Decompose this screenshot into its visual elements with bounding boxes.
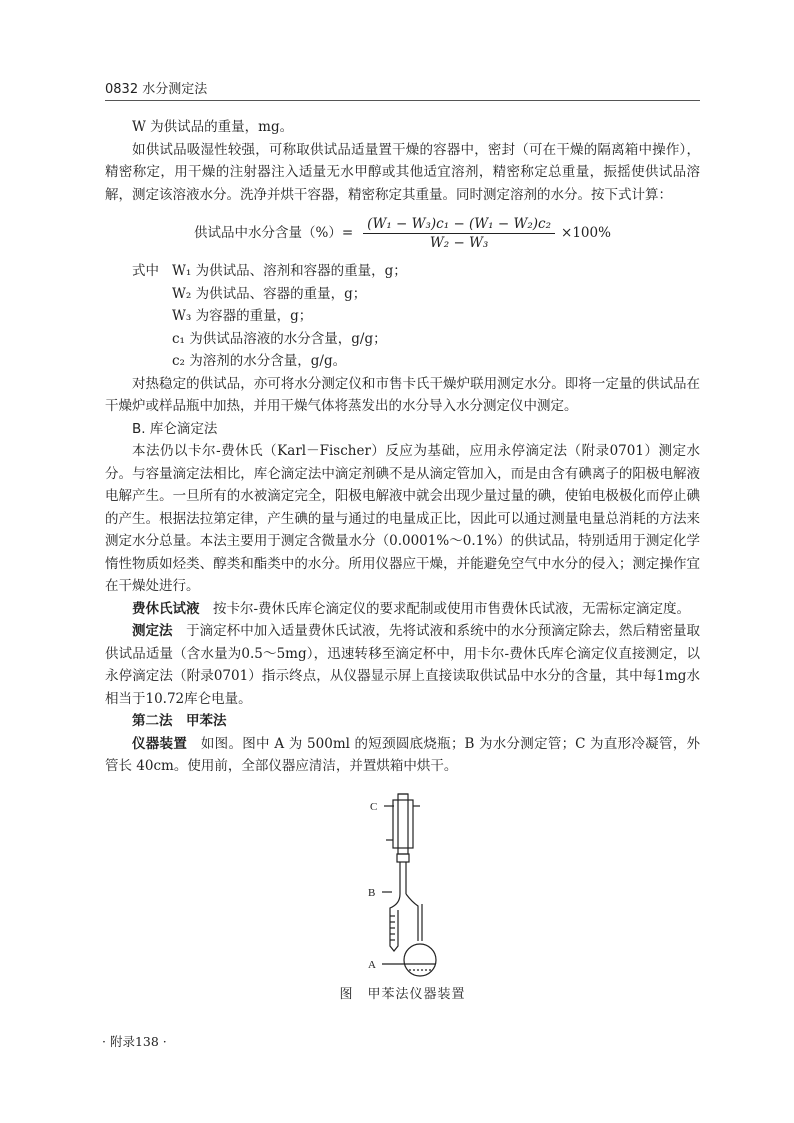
figure-caption: 图 甲苯法仪器装置 xyxy=(339,986,466,1002)
paragraph-hygroscopic: 如供试品吸湿性较强，可称取供试品适量置干燥的容器中，密封（可在干燥的隔离箱中操作），精密称定，用干燥的注射器注入适量无水甲醇或其他适宜溶剂，精密称定总重量，振摇使供试品溶解，测定该溶液水分。洗净并烘干容器，精密称定其重量。同时测定溶剂的水分。按下式计算： xyxy=(105,141,700,203)
formula-numerator: (W₁ − W₃)c₁ − (W₁ − W₂)c₂ xyxy=(363,215,555,234)
condenser-jacket xyxy=(393,800,413,848)
label-b: B xyxy=(368,886,376,899)
formula-fraction xyxy=(363,215,555,252)
procedure-text: 于滴定杯中加入适量费休氏试液，先将试液和系统中的水分预滴定除去，然后精密量取供试品适量（含水量为0.5～5mg），迅速转移至滴定杯中，用卡尔-费休氏库仑滴定仪直接测定，以永停滴定法（附录0701）指示终点，从仪器显示屏上直接读取供试品中水分的含量，其中每1mg水相当于10.72库仑电量。 xyxy=(105,623,701,707)
reagent-text: 按卡尔-费休氏库仑滴定仪的要求配制或使用市售费休氏试液，无需标定滴定度。 xyxy=(213,600,691,617)
where-lead: 式中 xyxy=(132,263,159,279)
page-number: · 附录138 · xyxy=(102,1034,167,1049)
paragraph-drying-oven: 对热稳定的供试品，亦可将水分测定仪和市售卡氏干燥炉联用测定水分。即将一定量的供试品在干燥炉或样品瓶中加热，并用干燥气体将蒸发出的水分导入水分测定仪中测定。 xyxy=(105,375,700,414)
section-heading-coulometric: B. 库仑滴定法 xyxy=(132,420,218,437)
toluene-apparatus-figure xyxy=(105,786,700,1001)
running-header xyxy=(105,78,700,97)
definition-row xyxy=(132,260,700,283)
header-title: 0832 水分测定法 xyxy=(105,82,208,97)
term-reagent: 费休氏试液 xyxy=(132,600,200,617)
formula-rhs: ×100% xyxy=(561,224,611,241)
term-apparatus: 仪器装置 xyxy=(132,735,188,752)
variable-definitions xyxy=(105,260,700,373)
definition-c2: c₂ 为溶剂的水分含量，g/g。 xyxy=(172,353,347,369)
paragraph-coulometric: 本法仍以卡尔-费休氏（Karl－Fischer）反应为基础，应用永停滴定法（附录0701）测定水分。与容量滴定法相比，库仑滴定法中滴定剂碘不是从滴定管加入，而是由含有碘离子的阳极电解液电解产生。一旦所有的水被滴定完全，阳极电解液中就会出现少量过量的碘，使铂电极极化而停止碘的产生。根据法拉第定律，产生碘的量与通过的电量成正比，因此可以通过测量电量总消耗的方法来测定水分总量。本法主要用于测定含微量水分（0.0001%～0.1%）的供试品，特别适用于测定化学惰性物质如烃类、醇类和酯类中的水分。所用仪器应干燥，并能避免空气中水分的侵入；测定操作宜在干燥处进行。 xyxy=(105,443,700,594)
paragraph-reagent xyxy=(105,598,700,621)
definition-w1: W₁ 为供试品、溶剂和容器的重量，g； xyxy=(172,263,407,279)
label-c: C xyxy=(370,800,378,813)
term-procedure: 测定法 xyxy=(132,623,173,639)
header-rule xyxy=(105,100,700,101)
apparatus-text: 如图。图中 A 为 500ml 的短颈圆底烧瓶；B 为水分测定管；C 为直形冷凝管，外管长 40cm。使用前，全部仪器应清洁，并置烘箱中烘干。 xyxy=(105,735,700,774)
definition-w2: W₂ 为供试品、容器的重量，g； xyxy=(172,285,367,302)
section-heading-toluene: 第二法 甲苯法 xyxy=(132,713,227,729)
definition-w3: W₃ 为容器的重量，g； xyxy=(172,308,313,324)
formula-denominator: W₂ − W₃ xyxy=(429,234,489,251)
water-content-formula xyxy=(105,210,700,256)
paragraph-apparatus xyxy=(105,733,700,778)
apparatus-diagram xyxy=(360,786,450,986)
paragraph-procedure xyxy=(105,620,700,710)
round-bottom-flask xyxy=(404,944,436,976)
definition-c1: c₁ 为供试品溶液的水分含量，g/g； xyxy=(172,330,387,347)
label-a: A xyxy=(368,958,376,971)
condenser-inner xyxy=(398,794,408,854)
formula-lhs: 供试品中水分含量（%）= xyxy=(194,224,354,241)
paragraph-w-definition: W 为供试品的重量，mg。 xyxy=(132,119,294,135)
body-text xyxy=(105,116,700,1001)
